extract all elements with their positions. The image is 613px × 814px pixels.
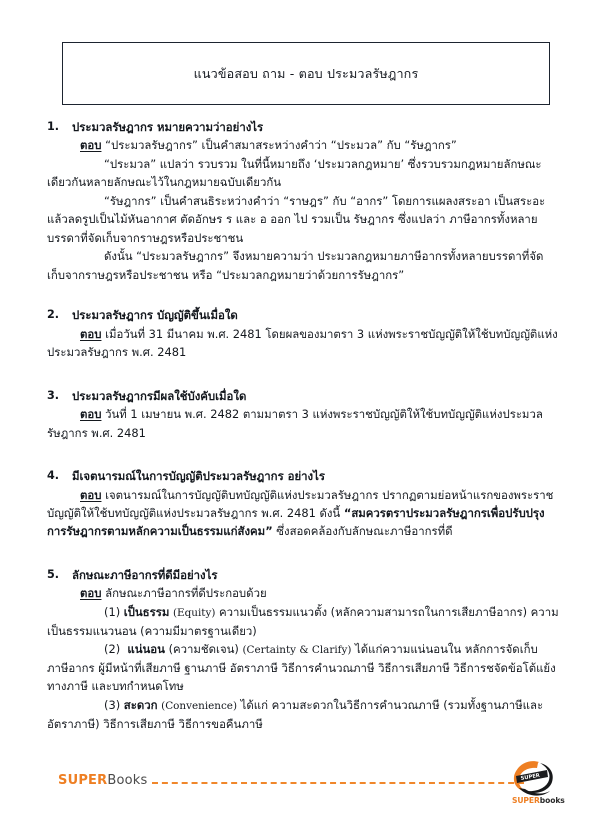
footer-brand-prefix: SUPER [58,773,108,788]
answer-paragraph-5 [47,584,559,602]
list-rest-3: ได้แก่ ความสะดวกในวิธีการคำนวณภาษี (รวมทั้งฐานภาษีและอัตราภาษี) วิธีการเสียภาษี วิธีการขอคืนภาษี [47,697,544,731]
answer-label: ตอบ [80,407,102,422]
list-english-3: (Convenience) [161,699,238,712]
answer-paragraph-2 [47,325,559,362]
qa-block-5 [47,566,559,733]
question-text-3: ประมวลรัษฎากรมีผลใช้บังคับเมื่อใด [72,388,247,403]
list-item-3 [47,696,559,733]
question-number-3: 3. [47,388,60,402]
list-term-3: สะดวก [123,697,158,712]
spacer [47,293,559,306]
answer-quote-4: “สมควรตราประมวลรัษฎากรเพื่อปรับปรุงการรัษฎากรตามหลักความเป็นธรรมแก่สังคม” [47,505,545,539]
question-number-5: 5. [47,567,60,581]
answer-label: ตอบ [80,326,102,341]
page-title: แนวข้อสอบ ถาม - ตอบ ประมวลรัษฎากร [193,65,419,81]
answer-text-5: ลักษณะภาษีอากรที่ดีประกอบด้วย [101,586,267,601]
document-body [47,118,559,742]
question-number-4: 4. [47,469,60,483]
list-term-2: แน่นอน [127,642,165,657]
answer-text-2: เมื่อวันที่ 31 มีนาคม พ.ศ. 2481 โดยผลของมาตรา 3 แห่งพระราชบัญญัติให้ใช้บทบัญญัติแห่งประมวลรัษฎากร พ.ศ. 2481 [47,326,558,360]
answer-text-4: เจตนารมณ์ในการบัญญัติบทบัญญัติแห่งประมวลรัษฎากร ปรากฏตามย่อหน้าแรกของพระราชบัญญัติให้ใช้บทบัญญัติแห่งประมวลรัษฎากร พ.ศ. 2481 ดังนี้ [47,487,554,520]
qa-block-2 [47,306,559,361]
footer-dashed-divider [152,782,524,784]
answer-text-1: “ประมวลรัษฎากร” เป็นคำสมาสระหว่างคำว่า “ประมวล” กับ “รัษฎากร” [101,138,457,153]
question-text-2: ประมวลรัษฎากร บัญญัติขึ้นเมื่อใด [72,308,238,323]
answer-paragraph-1 [47,136,559,154]
question-text-4: มีเจตนารมณ์ในการบัญญัติประมวลรัษฎากร อย่างไร [72,469,325,484]
answer-tail-4: ซึ่งสอดคล้องกับลักษณะภาษีอากรที่ดี [272,524,453,539]
spacer [47,371,559,387]
qa-block-1 [47,118,559,284]
list-item-2 [47,640,559,696]
question-row-2 [47,306,559,324]
list-marker-2: (2) [104,642,121,657]
spacer [47,451,559,467]
spacer [47,550,559,566]
answer-label: ตอบ [80,487,102,502]
question-row-4 [47,467,559,485]
list-term-1: เป็นธรรม [123,604,170,619]
list-marker-1: (1) [104,604,121,619]
qa-block-3 [47,387,559,442]
list-marker-3: (3) [104,697,121,712]
question-row-1 [47,118,559,136]
answer-extra-1-1: “ประมวล” แปลว่า รวบรวม ในที่นี้หมายถึง ‘ประมวลกฎหมาย’ ซึ่งรวบรวมกฎหมายลักษณะเดียวกันหลายลักษณะไว้ในกฎหมายฉบับเดียวกัน [47,156,542,190]
footer-brand-suffix: Books [107,773,148,788]
list-rest-1: ความเป็นธรรมแนวตั้ง (หลักความสามารถในการเสียภาษีอากร) ความเป็นธรรมแนวนอน (ความมีมาตรฐานเดียว) [47,604,559,638]
question-text-1: ประมวลรัษฎากร หมายความว่าอย่างไร [72,120,264,134]
question-number-2: 2. [47,308,60,322]
list-item-1 [47,603,559,640]
answer-extra-1-3: ดังนั้น “ประมวลรัษฎากร” จึงหมายความว่า ประมวลกฎหมายภาษีอากรทั้งหลายบรรดาที่จัดเก็บจากราษฎรหรือประชาชน หรือ “ประมวลกฎหมายว่าด้วยการรัษฎากร” [47,249,544,282]
answer-extra-1-2: “รัษฎากร” เป็นคำสนธิระหว่างคำว่า “ราษฎร” กับ “อากร” โดยการแผลงสระอา เป็นสระอะ แล้วลดรูปเป็นไม้หันอากาศ ตัดอักษร ร และ อ ออก ไป รวมเป็น รัษฎากร ซึ่งแปลว่า ภาษีอากรทั้งหลายบรรดาที่จัดเก็บจากราษฎรหรือประชาชน [47,193,546,245]
question-row-5 [47,566,559,584]
answer-label: ตอบ [80,586,102,601]
document-title-box [62,42,550,105]
list-thai-paren-2: (ความชัดเจน) [168,642,239,657]
svg-text:SUPER: SUPER [520,772,541,782]
footer-logo-wordmark [512,797,565,805]
question-text-5: ลักษณะภาษีอากรที่ดีมีอย่างไร [72,567,218,582]
answer-text-3: วันที่ 1 เมษายน พ.ศ. 2482 ตามมาตรา 3 แห่งพระราชบัญญัติให้ใช้บทบัญญัติแห่งประมวลรัษฎากร พ.ศ. 2481 [47,407,543,440]
list-rest-2: ได้แก่ความแน่นอนใน หลักการจัดเก็บภาษีอากร ผู้มีหน้าที่เสียภาษี ฐานภาษี อัตราภาษี วิธีการคำนวณภาษี วิธีการเสียภาษี วิธีการชจัดข้อโต้แย้งทางภาษี และบทกำหนดโทษ [47,642,556,694]
footer-logo-word-suffix: books [539,796,565,805]
list-english-1: (Equity) [173,606,216,619]
answer-paragraph-3 [47,405,559,442]
answer-label: ตอบ [80,138,102,153]
footer-brand [58,774,147,787]
footer-logo-word-prefix: SUPER [512,796,540,805]
answer-paragraph-4 [47,486,559,541]
list-english-2: (Certainty & Clarify) [242,644,352,657]
question-number-1: 1. [47,120,60,133]
page-footer [0,770,613,814]
question-row-3 [47,387,559,405]
qa-block-4 [47,467,559,541]
